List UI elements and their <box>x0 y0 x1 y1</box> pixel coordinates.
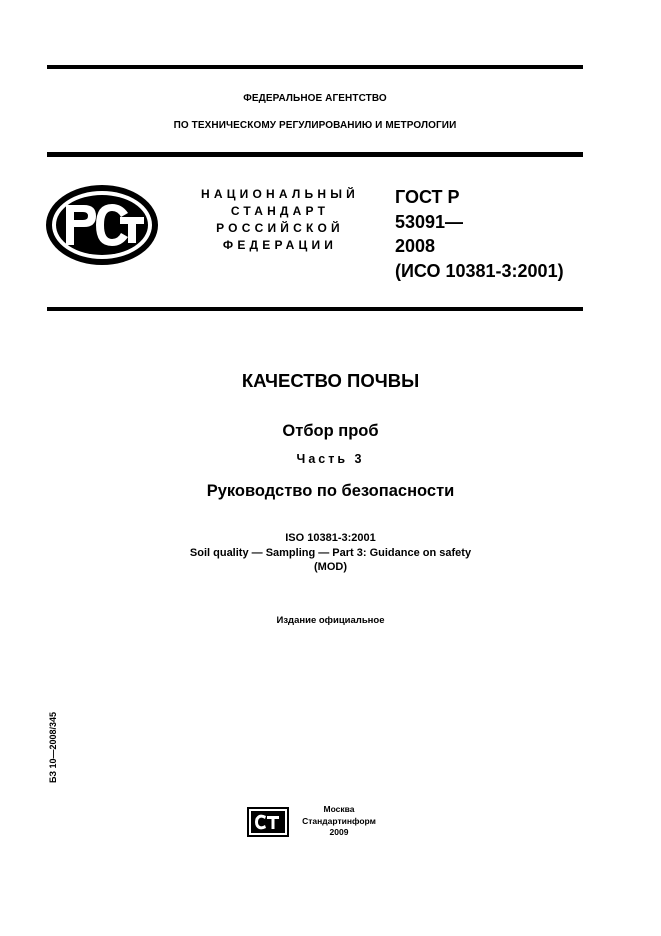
iso-code: ISO 10381-3:2001 <box>285 532 376 544</box>
header-rule <box>47 152 583 157</box>
designation-line-3: 2008 <box>395 236 436 256</box>
document-subtitle: Отбор проб <box>282 422 379 440</box>
publisher-year: 2009 <box>329 827 349 837</box>
agency-line-2: ПО ТЕХНИЧЕСКОМУ РЕГУЛИРОВАНИЮ И МЕТРОЛОГИИ <box>173 120 457 131</box>
designation-line-2: 53091— <box>395 211 464 232</box>
standard-designation <box>395 185 564 283</box>
document-part: Часть 3 <box>296 452 365 466</box>
standartinform-logo-icon <box>246 806 290 838</box>
title-block-rule <box>47 307 583 311</box>
national-standard-line-4: ФЕДЕРАЦИИ <box>222 238 338 252</box>
national-standard-label <box>192 186 368 254</box>
document-part-title: Руководство по безопасности <box>206 482 455 500</box>
national-standard-line-3: РОССИЙСКОЙ <box>216 221 344 235</box>
top-rule <box>47 65 583 69</box>
document-title: КАЧЕСТВО ПОЧВЫ <box>241 370 420 391</box>
agency-line-1: ФЕДЕРАЛЬНОЕ АГЕНТСТВО <box>243 93 387 104</box>
side-code: БЗ 10—2008/345 <box>48 711 58 783</box>
publisher-name: Стандартинформ <box>302 815 376 826</box>
designation-line-4: (ИСО 10381-3:2001) <box>395 260 564 281</box>
designation-line-1: ГОСТ Р <box>395 187 460 207</box>
rst-logo-icon <box>44 183 160 267</box>
iso-english-title: Soil quality — Sampling — Part 3: Guidance on safety <box>189 546 472 559</box>
iso-mod: (MOD) <box>314 561 347 573</box>
national-standard-line-2: СТАНДАРТ <box>230 204 330 218</box>
edition-label: Издание официальное <box>276 615 385 626</box>
publisher-info <box>292 804 386 839</box>
national-standard-line-1: НАЦИОНАЛЬНЫЙ <box>200 187 360 201</box>
publisher-city: Москва <box>323 804 355 814</box>
iso-reference <box>0 531 661 575</box>
